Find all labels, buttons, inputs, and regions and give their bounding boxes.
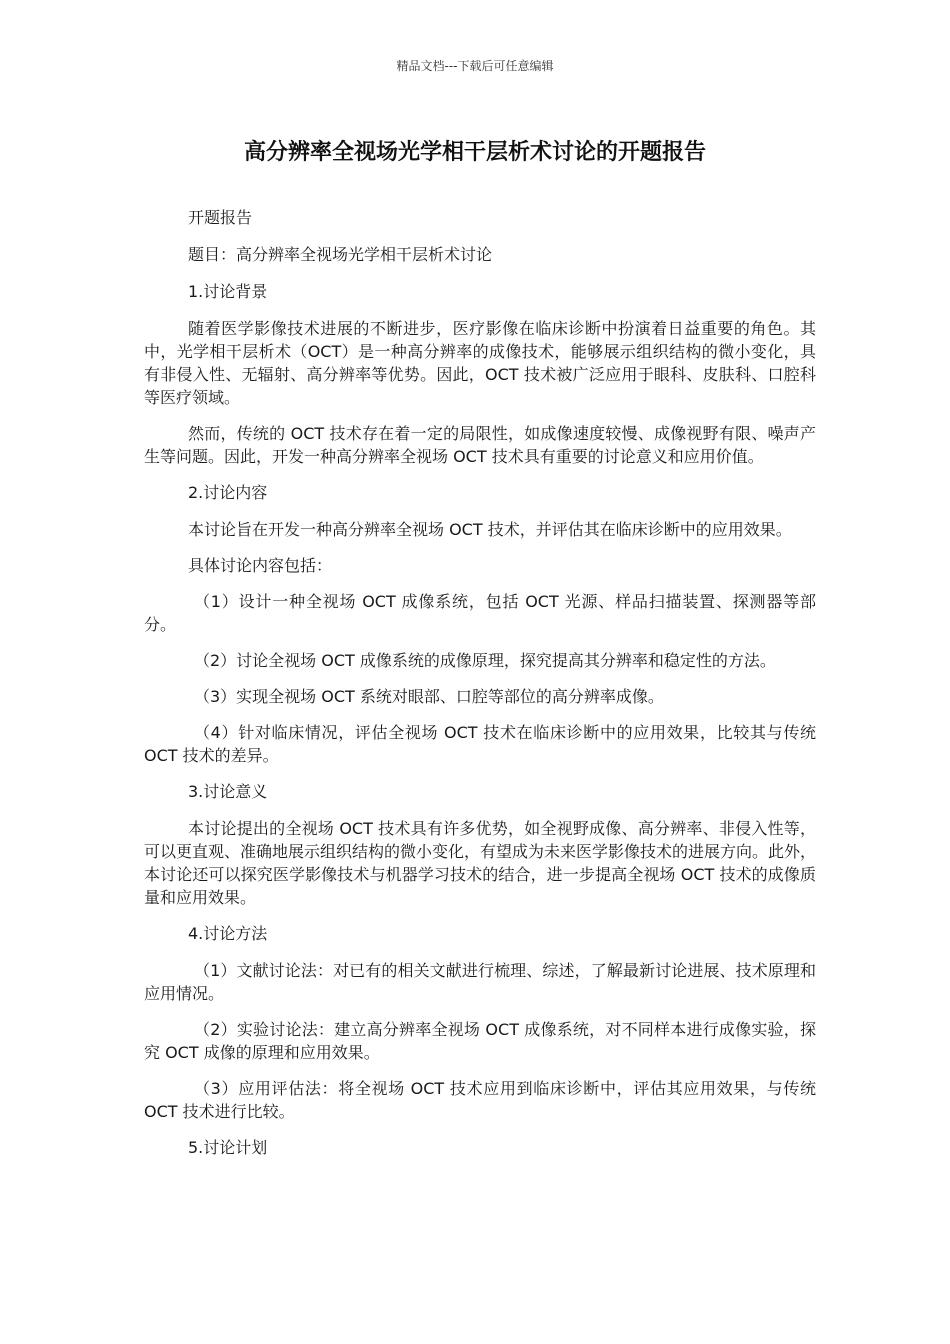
document-body <box>144 206 816 1173</box>
method-item-1: （1）文献讨论法：对已有的相关文献进行梳理、综述，了解最新讨论进展、技术原理和应用情况。 <box>144 961 816 1003</box>
content-item-4: （4）针对临床情况，评估全视场 OCT 技术在临床诊断中的应用效果，比较其与传统 OCT 技术的差异。 <box>144 723 816 765</box>
significance-paragraph: 本讨论提出的全视场 OCT 技术具有许多优势，如全视野成像、高分辨率、非侵入性等，可以更直观、准确地展示组织结构的微小变化，有望成为未来医学影像技术的进展方向。此外，本讨论还可以探究医学影像技术与机器学习技术的结合，进一步提高全视场 OCT 技术的成像质量和应用效果。 <box>144 819 817 907</box>
background-paragraph-2: 然而，传统的 OCT 技术存在着一定的局限性，如成像速度较慢、成像视野有限、噪声产生等问题。因此，开发一种高分辨率全视场 OCT 技术具有重要的讨论意义和应用价值。 <box>144 424 816 466</box>
content-paragraph-list-lead: 具体讨论内容包括： <box>188 556 333 575</box>
section-heading-significance: 3.讨论意义 <box>188 782 268 801</box>
header-note: 精品文档---下载后可任意编辑 <box>396 59 554 73</box>
section-heading-methods: 4.讨论方法 <box>188 924 268 943</box>
content-item-3: （3）实现全视场 OCT 系统对眼部、口腔等部位的高分辨率成像。 <box>194 687 664 706</box>
document-title: 高分辨率全视场光学相干层析术讨论的开题报告 <box>243 140 706 165</box>
section-heading-content: 2.讨论内容 <box>188 483 268 502</box>
topic-line: 题目：高分辨率全视场光学相干层析术讨论 <box>188 245 493 264</box>
content-paragraph-intro: 本讨论旨在开发一种高分辨率全视场 OCT 技术，并评估其在临床诊断中的应用效果。 <box>188 520 792 539</box>
background-paragraph-1: 随着医学影像技术进展的不断进步，医疗影像在临床诊断中扮演着日益重要的角色。其中，光学相干层析术（OCT）是一种高分辨率的成像技术，能够展示组织结构的微小变化，具有非侵入性、无辐射、高分辨率等优势。因此，OCT 技术被广泛应用于眼科、皮肤科、口腔科等医疗领域。 <box>144 319 816 407</box>
content-item-2: （2）讨论全视场 OCT 成像系统的成像原理，探究提高其分辨率和稳定性的方法。 <box>194 651 776 670</box>
section-heading-plan: 5.讨论计划 <box>188 1138 268 1157</box>
report-label: 开题报告 <box>188 208 253 227</box>
method-item-3: （3）应用评估法：将全视场 OCT 技术应用到临床诊断中，评估其应用效果，与传统 OCT 技术进行比较。 <box>144 1079 816 1121</box>
content-item-1: （1）设计一种全视场 OCT 成像系统，包括 OCT 光源、样品扫描装置、探测器等部分。 <box>144 592 816 634</box>
method-item-2: （2）实验讨论法：建立高分辨率全视场 OCT 成像系统，对不同样本进行成像实验，探究 OCT 成像的原理和应用效果。 <box>144 1020 816 1062</box>
section-heading-background: 1.讨论背景 <box>188 282 268 301</box>
